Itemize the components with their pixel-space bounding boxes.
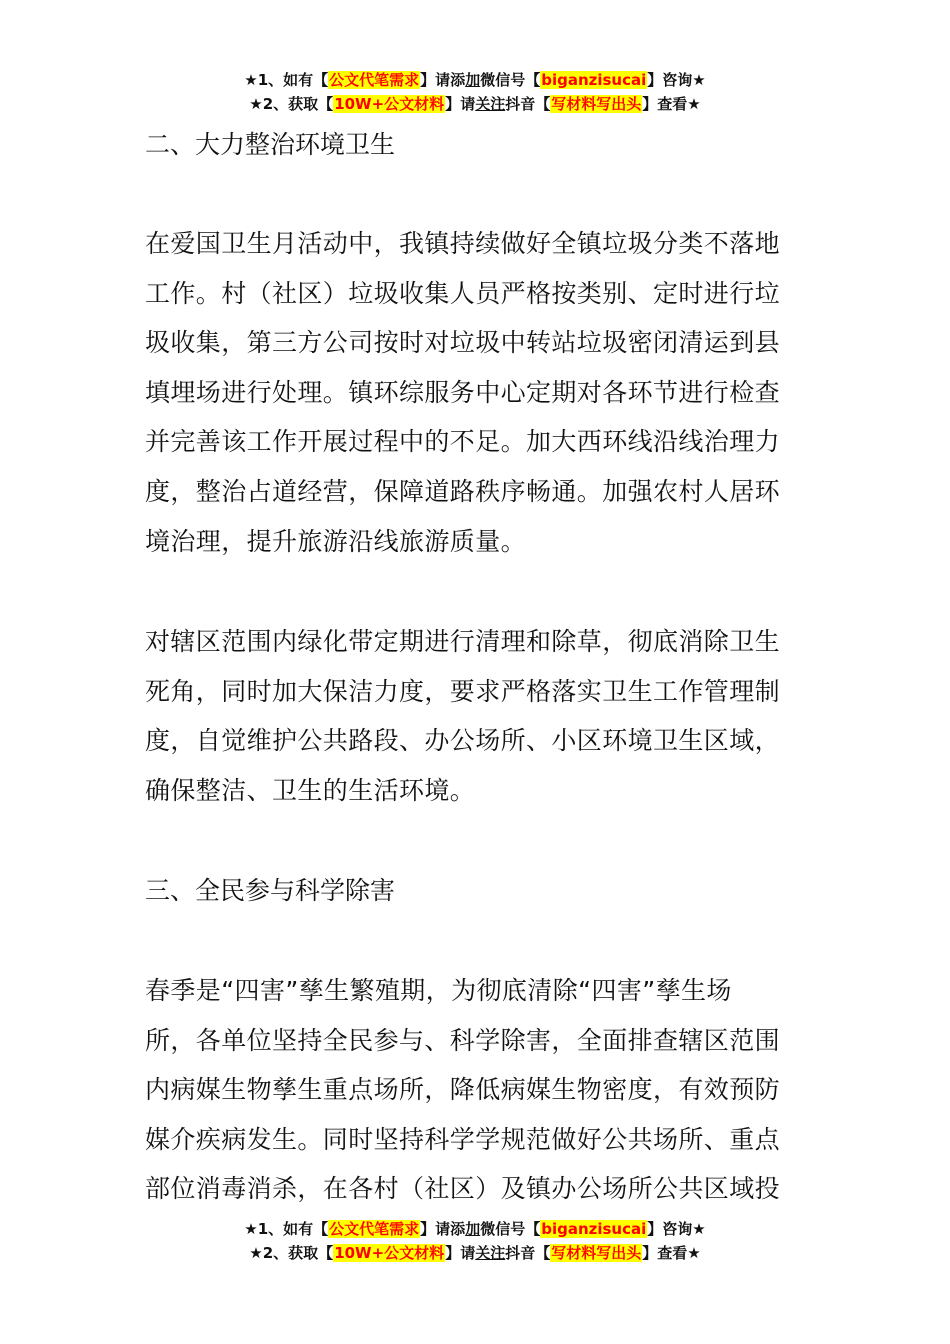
promo-underline: 加 bbox=[465, 71, 481, 89]
promo-underline: 关注 bbox=[475, 95, 506, 113]
paragraph-line: 所，各单位坚持全民参与、科学除害，全面排查辖区范围 bbox=[145, 1025, 781, 1055]
promo-text: 抖音【 bbox=[505, 95, 551, 113]
promo-line-2 bbox=[0, 1241, 950, 1265]
promo-text: 】请添 bbox=[420, 1220, 466, 1238]
promo-text: 】查看★ bbox=[642, 95, 701, 113]
promo-text: ★2、获取【 bbox=[249, 95, 334, 113]
paragraph-line: 对辖区范围内绿化带定期进行清理和除草，彻底消除卫生 bbox=[145, 627, 781, 656]
paragraph-line: 工作。村（社区）垃圾收集人员严格按类别、定时进行垃 bbox=[145, 278, 781, 308]
promo-text: 微信号【 bbox=[480, 71, 541, 89]
paragraph-line: 度，自觉维护公共路段、办公场所、小区环境卫生区域， bbox=[145, 726, 781, 756]
promo-text: 】咨询★ bbox=[647, 1220, 706, 1238]
paragraph-1 bbox=[145, 219, 810, 566]
promo-text: 】请 bbox=[445, 1244, 476, 1262]
promo-text: 】请添 bbox=[420, 71, 466, 89]
paragraph-line: 春季是“四害”孳生繁殖期，为彻底清除“四害”孳生场 bbox=[145, 976, 732, 1005]
paragraph-line: 境治理，提升旅游沿线旅游质量。 bbox=[145, 526, 527, 556]
paragraph-line: 并完善该工作开展过程中的不足。加大西环线沿线治理力 bbox=[145, 427, 781, 457]
bottom-promo-banner bbox=[0, 1217, 950, 1265]
paragraph-line: 填埋场进行处理。镇环综服务中心定期对各环节进行检查 bbox=[145, 377, 781, 407]
promo-line-2 bbox=[0, 92, 950, 116]
promo-highlight: 公文代笔需求 bbox=[329, 1220, 420, 1238]
promo-text: ★1、如有【 bbox=[244, 1220, 329, 1238]
paragraph-line: 圾收集，第三方公司按时对垃圾中转站垃圾密闭清运到县 bbox=[145, 328, 781, 358]
promo-douyin-id: 写材料写出头 bbox=[551, 95, 642, 113]
promo-text: 】请 bbox=[445, 95, 476, 113]
promo-highlight: 公文代笔需求 bbox=[329, 71, 420, 89]
promo-wechat-id: biganzisucai bbox=[541, 1220, 647, 1238]
section-heading-3: 三、全民参与科学除害 bbox=[145, 876, 396, 905]
promo-douyin-id: 写材料写出头 bbox=[551, 1244, 642, 1262]
paragraph-3 bbox=[145, 966, 810, 1214]
paragraph-line: 在爱国卫生月活动中，我镇持续做好全镇垃圾分类不落地 bbox=[145, 229, 781, 258]
paragraph-line: 度，整治占道经营，保障道路秩序畅通。加强农村人居环 bbox=[145, 476, 781, 506]
promo-line-1 bbox=[0, 1217, 950, 1241]
promo-text: 】咨询★ bbox=[647, 71, 706, 89]
promo-text: ★1、如有【 bbox=[244, 71, 329, 89]
promo-highlight: 10W+公文材料 bbox=[334, 1244, 445, 1262]
paragraph-line: 媒介疾病发生。同时坚持科学学规范做好公共场所、重点 bbox=[145, 1124, 781, 1154]
promo-text: ★2、获取【 bbox=[249, 1244, 334, 1262]
promo-text: 抖音【 bbox=[505, 1244, 551, 1262]
paragraph-line: 内病媒生物孳生重点场所，降低病媒生物密度，有效预防 bbox=[145, 1075, 781, 1105]
promo-underline: 加 bbox=[465, 1220, 481, 1238]
section-heading-2: 二、大力整治环境卫生 bbox=[145, 130, 396, 159]
paragraph-line: 确保整洁、卫生的生活环境。 bbox=[145, 775, 476, 805]
promo-text: 】查看★ bbox=[642, 1244, 701, 1262]
paragraph-line: 部位消毒消杀，在各村（社区）及镇办公场所公共区域投 bbox=[145, 1174, 781, 1204]
top-promo-banner bbox=[0, 68, 950, 116]
promo-text: 微信号【 bbox=[480, 1220, 541, 1238]
promo-highlight: 10W+公文材料 bbox=[334, 95, 445, 113]
promo-underline: 关注 bbox=[475, 1244, 506, 1262]
paragraph-line: 死角，同时加大保洁力度，要求严格落实卫生工作管理制 bbox=[145, 676, 781, 706]
promo-line-1 bbox=[0, 68, 950, 92]
promo-wechat-id: biganzisucai bbox=[541, 71, 647, 89]
paragraph-2 bbox=[145, 617, 810, 815]
